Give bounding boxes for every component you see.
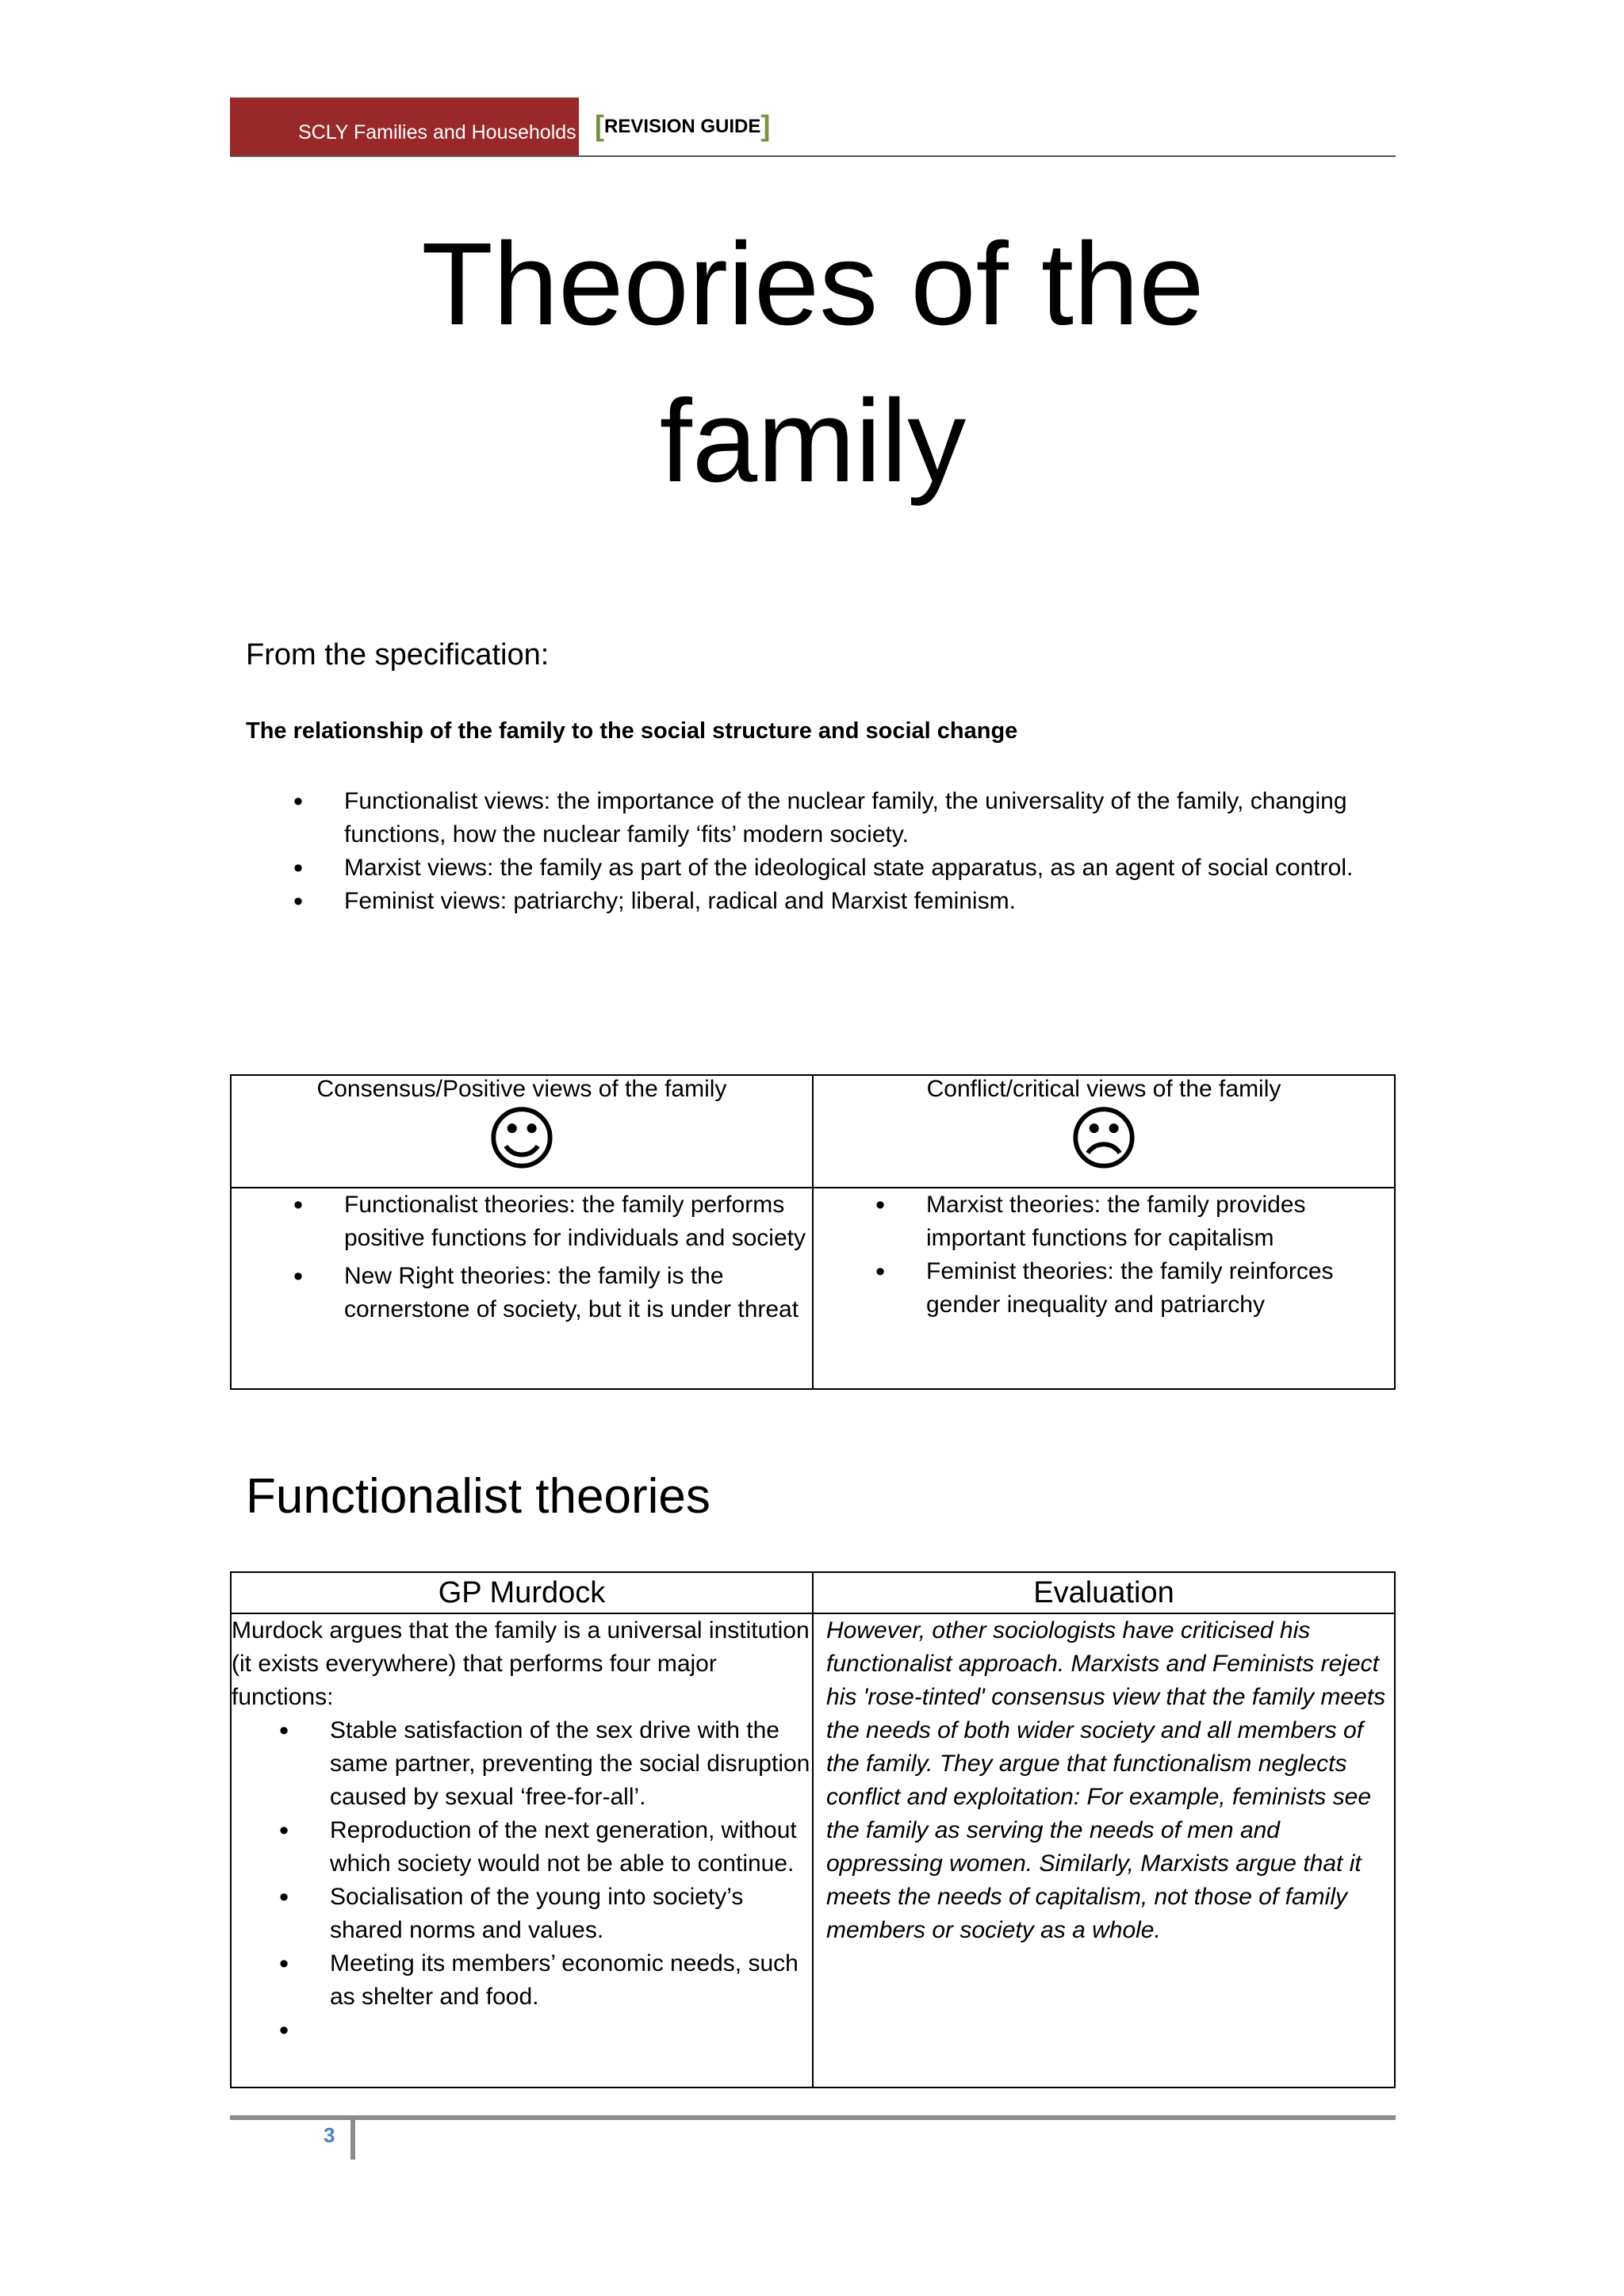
function-item: • Reproduction of the next generation, without which society would not be able to continue.	[232, 1814, 812, 1881]
spec-list	[246, 785, 1372, 918]
conflict-header-cell	[813, 1075, 1395, 1188]
spec-item: • Feminist views: patriarchy; liberal, radical and Marxist feminism.	[246, 885, 1372, 918]
header-divider	[230, 155, 1396, 157]
consensus-cell	[231, 1188, 813, 1389]
frown-icon: ☹	[1067, 1098, 1140, 1180]
header-course-label: SCLY Families and Households	[298, 121, 576, 144]
views-table	[230, 1074, 1396, 1390]
page-number: 3	[324, 2123, 335, 2147]
header-guide-label	[595, 109, 770, 143]
revision-guide-text: REVISION GUIDE	[604, 116, 761, 137]
function-item: • Socialisation of the young into society’s shared norms and values.	[232, 1881, 812, 1947]
consensus-item: • Functionalist theories: the family performs positive functions for individuals and society	[232, 1188, 812, 1255]
conflict-header: Conflict/critical views of the family	[926, 1076, 1281, 1102]
bracket-open: [	[595, 109, 604, 142]
evaluation-text: However, other sociologists have criticised his functionalist approach. Marxists and Feminists reject his 'rose-tinted' consensus view that the family meets the needs of both wider society and all members of the family. They argue that functionalism neglects conflict and exploitation: For example, feminists see the family as serving the needs of men and oppressing women. Similarly, Marxists argue that it meets the needs of capitalism, not those of family members or society as a whole.	[826, 1617, 1386, 1943]
title-line-1: Theories of the	[421, 219, 1205, 350]
conflict-item: • Feminist theories: the family reinforces gender inequality and patriarchy	[814, 1255, 1394, 1322]
consensus-header: Consensus/Positive views of the family	[316, 1076, 727, 1102]
conflict-list	[814, 1188, 1394, 1322]
consensus-list	[232, 1188, 812, 1326]
spec-item: • Marxist views: the family as part of the ideological state apparatus, as an agent of social control.	[246, 851, 1372, 885]
conflict-item: • Marxist theories: the family provides important functions for capitalism	[814, 1188, 1394, 1255]
murdock-intro: Murdock argues that the family is a universal institution (it exists everywhere) that performs four major functions:	[232, 1617, 810, 1710]
section-title: Functionalist theories	[246, 1469, 710, 1524]
footer-divider	[230, 2115, 1396, 2120]
evaluation-cell	[813, 1613, 1395, 2087]
bracket-close: ]	[760, 109, 771, 142]
consensus-header-cell	[231, 1075, 813, 1188]
page-title	[230, 206, 1396, 520]
conflict-cell	[813, 1188, 1395, 1389]
spec-item: • Functionalist views: the importance of the nuclear family, the universality of the family, changing functions, how the nuclear family ‘fits’ modern society.	[246, 785, 1372, 851]
evaluation-header: Evaluation	[813, 1572, 1395, 1613]
murdock-cell	[231, 1613, 813, 2087]
function-item: • Stable satisfaction of the sex drive with the same partner, preventing the social disruption caused by sexual ‘free-for-all’.	[232, 1714, 812, 1814]
murdock-header: GP Murdock	[231, 1572, 813, 1613]
spec-intro: From the specification:	[246, 638, 550, 672]
function-item: • Meeting its members’ economic needs, such as shelter and food.	[232, 1947, 812, 2014]
header-course-tab	[230, 98, 579, 156]
function-item-empty	[232, 2014, 812, 2047]
murdock-table	[230, 1571, 1396, 2088]
murdock-functions-list	[232, 1714, 812, 2047]
page-number-bar	[350, 2120, 355, 2160]
spec-heading: The relationship of the family to the social structure and social change	[246, 718, 1018, 744]
title-line-2: family	[659, 376, 967, 507]
smiley-icon: ☺	[485, 1098, 558, 1180]
consensus-item: • New Right theories: the family is the cornerstone of society, but it is under threat	[232, 1260, 812, 1326]
